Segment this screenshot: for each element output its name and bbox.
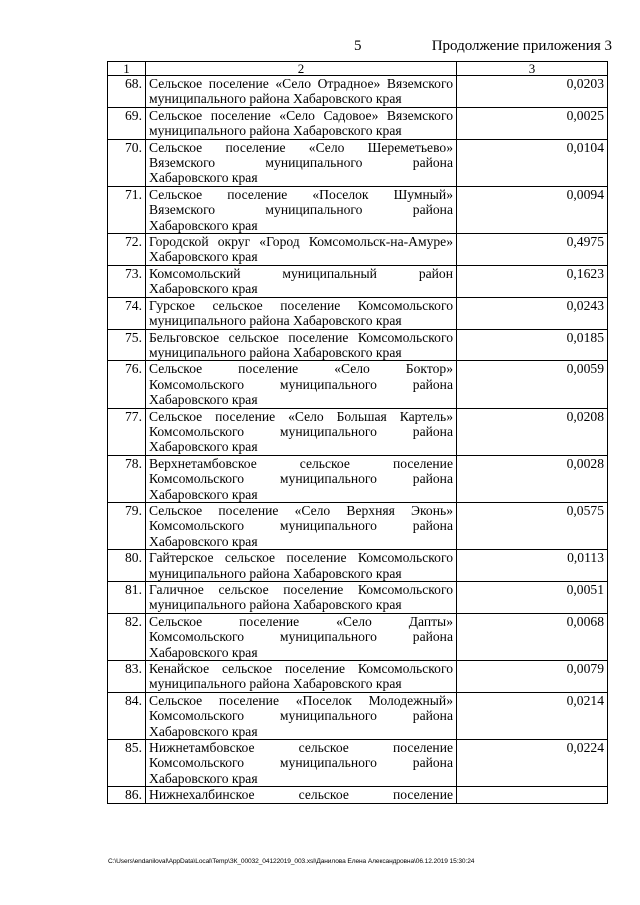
municipality-name-line: Сельское поселение «Село Шереметьево» [149,139,453,155]
municipality-name-line: Хабаровского края [149,723,258,739]
municipality-name [146,740,457,787]
municipality-name [146,361,457,408]
row-number: 71. [108,186,146,233]
share-value: 0,0243 [457,297,608,329]
row-number: 86. [108,787,146,803]
municipality-name [146,76,457,108]
share-value: 0,0104 [457,139,608,186]
municipality-name-line: Комсомольского муниципального района [149,518,453,534]
page-number: 5 [354,38,362,54]
municipality-name-line: Сельское поселение «Поселок Шумный» [149,186,453,202]
share-value: 0,0185 [457,329,608,361]
municipality-name [146,297,457,329]
municipality-name-line: Гурское сельское поселение Комсомольского [149,297,453,313]
row-number: 69. [108,107,146,139]
share-value: 0,0214 [457,692,608,739]
share-value: 0,0203 [457,76,608,108]
municipality-name-line: Сельское поселение «Село Верхняя Эконь» [149,502,453,518]
municipality-name-line: Бельговское сельское поселение Комсомольского [149,329,453,345]
share-value: 0,0113 [457,550,608,582]
share-value: 0,4975 [457,234,608,266]
table-row [108,107,608,139]
municipality-name-line: муниципального района Хабаровского края [149,123,402,139]
row-number: 72. [108,234,146,266]
row-number: 78. [108,455,146,502]
share-value: 0,0079 [457,661,608,693]
municipality-name-line: Хабаровского края [149,217,258,233]
column-header-number: 1 [108,62,146,76]
table-row [108,139,608,186]
table-row [108,787,608,803]
row-number: 82. [108,613,146,660]
file-path-footer: C:\Users\endaniloval\AppData\Local\Temp\ЗК_00032_04122019_003.xsl\Данилова Елена Александровна\06.12.2019 15:30:24 [108,858,475,865]
municipality-name-line: Сельское поселение «Село Дапты» [149,613,453,629]
municipality-name-line: муниципального района Хабаровского края [149,344,402,360]
municipality-name-line: Комсомольского муниципального района [149,629,453,645]
share-value: 0,0224 [457,740,608,787]
municipality-name-line: Комсомольского муниципального района [149,755,453,771]
municipality-name-line: Гайтерское сельское поселение Комсомольского [149,550,453,566]
appendix-continuation-label: Продолжение приложения 3 [431,38,612,54]
share-value: 0,0575 [457,502,608,549]
municipality-name-line: Кенайское сельское поселение Комсомольского [149,661,453,677]
table-row [108,740,608,787]
municipality-name-line: Сельское поселение «Село Отрадное» Вяземского [149,76,453,91]
municipality-name [146,265,457,297]
distribution-table [107,61,608,804]
row-number: 85. [108,740,146,787]
table-row [108,455,608,502]
municipality-name-line: Комсомольского муниципального района [149,423,453,439]
row-number: 77. [108,408,146,455]
municipality-name [146,107,457,139]
municipality-name [146,550,457,582]
municipality-name-line: Хабаровского края [149,170,258,186]
municipality-name-line: Комсомольского муниципального района [149,376,453,392]
municipality-name-line: Нижнехалбинское сельское поселение [149,787,453,803]
table-row [108,329,608,361]
share-value: 0,0068 [457,613,608,660]
share-value: 0,0025 [457,107,608,139]
table-header-row [108,62,608,76]
municipality-name-line: муниципального района Хабаровского края [149,565,402,581]
table-row [108,186,608,233]
municipality-name-line: Хабаровского края [149,533,258,549]
municipality-name [146,692,457,739]
municipality-name-line: Сельское поселение «Село Садовое» Вяземского [149,107,453,123]
row-number: 83. [108,661,146,693]
municipality-name [146,139,457,186]
municipality-name-line: Вяземского муниципального района [149,155,453,171]
municipality-name [146,455,457,502]
row-number: 80. [108,550,146,582]
municipality-name-line: Сельское поселение «Село Боктор» [149,361,453,377]
municipality-name-line: Верхнетамбовское сельское поселение [149,455,453,471]
row-number: 76. [108,361,146,408]
table-row [108,76,608,108]
municipality-name [146,234,457,266]
row-number: 79. [108,502,146,549]
share-value: 0,0051 [457,582,608,614]
municipality-name-line: Хабаровского края [149,439,258,455]
municipality-name-line: Вяземского муниципального района [149,202,453,218]
municipality-name-line: муниципального района Хабаровского края [149,676,402,692]
table-row [108,661,608,693]
municipality-name-line: Комсомольского муниципального района [149,471,453,487]
municipality-name-line: Сельское поселение «Село Большая Картель» [149,408,453,424]
municipality-name-line: Хабаровского края [149,392,258,408]
municipality-name-line: муниципального района Хабаровского края [149,597,402,613]
table-row [108,265,608,297]
municipality-name-line: Сельское поселение «Поселок Молодежный» [149,692,453,708]
row-number: 73. [108,265,146,297]
municipality-name [146,186,457,233]
table-row [108,582,608,614]
municipality-name-line: Городской округ «Город Комсомольск-на-Амуре» [149,234,453,250]
municipality-name-line: Галичное сельское поселение Комсомольского [149,582,453,597]
municipality-name [146,582,457,614]
municipality-name-line: Комсомольского муниципального района [149,708,453,724]
table-row [108,361,608,408]
table-row [108,297,608,329]
municipality-name-line: муниципального района Хабаровского края [149,313,402,329]
table-row [108,550,608,582]
row-number: 68. [108,76,146,108]
municipality-name-line: Хабаровского края [149,486,258,502]
municipality-name [146,329,457,361]
municipality-name-line: Хабаровского края [149,281,258,297]
share-value [457,787,608,803]
table-row [108,613,608,660]
municipality-name [146,502,457,549]
share-value: 0,0028 [457,455,608,502]
municipality-name-line: Хабаровского края [149,249,258,265]
table-row [108,692,608,739]
municipality-name [146,613,457,660]
row-number: 75. [108,329,146,361]
share-value: 0,0059 [457,361,608,408]
row-number: 74. [108,297,146,329]
municipality-name [146,408,457,455]
table-row [108,408,608,455]
row-number: 81. [108,582,146,614]
row-number: 84. [108,692,146,739]
municipality-name [146,787,457,803]
municipality-name [146,661,457,693]
municipality-name-line: Хабаровского края [149,770,258,786]
municipality-name-line: муниципального района Хабаровского края [149,91,402,107]
column-header-value: 3 [457,62,608,76]
row-number: 70. [108,139,146,186]
municipality-name-line: Комсомольский муниципальный район [149,265,453,281]
municipality-name-line: Хабаровского края [149,644,258,660]
share-value: 0,1623 [457,265,608,297]
column-header-name: 2 [146,62,457,76]
share-value: 0,0094 [457,186,608,233]
share-value: 0,0208 [457,408,608,455]
table-row [108,502,608,549]
table-row [108,234,608,266]
municipality-name-line: Нижнетамбовское сельское поселение [149,740,453,756]
